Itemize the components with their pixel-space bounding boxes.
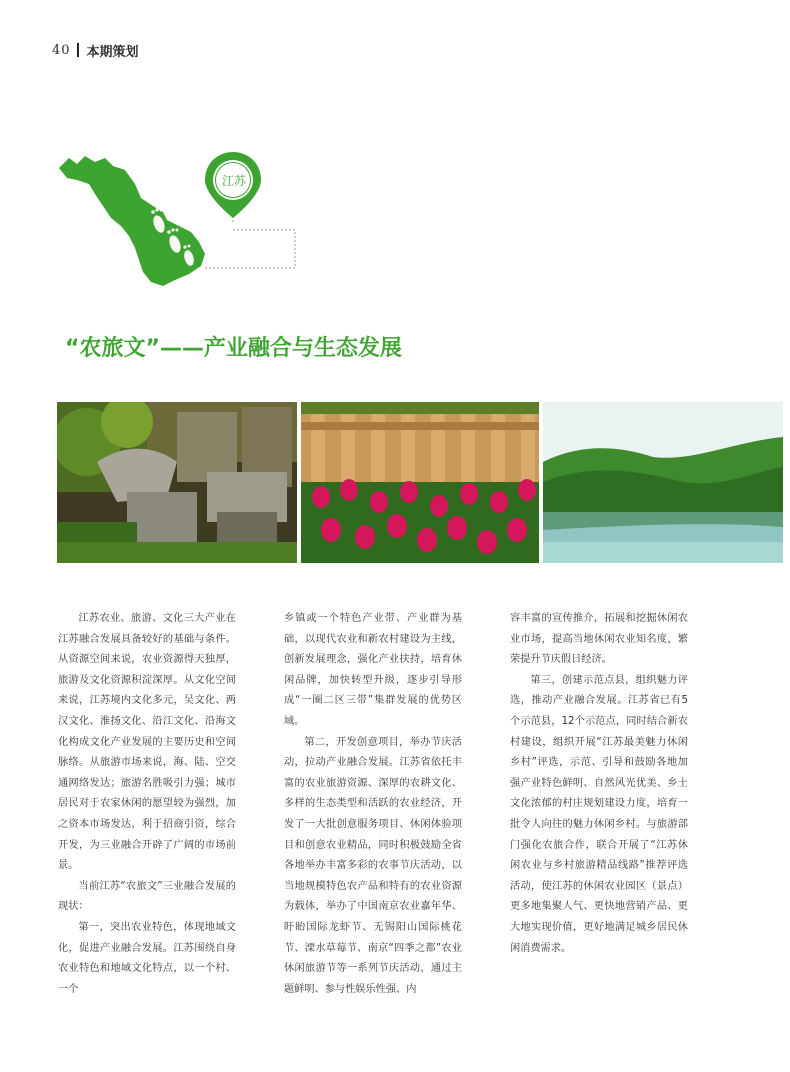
text-column-3 (510, 609, 688, 959)
photo-strip (57, 402, 783, 563)
page-header (52, 40, 139, 60)
jiangsu-map-illustration (55, 150, 315, 290)
paragraph: 乡镇或一个特色产业带、产业群为基础，以现代农业和新农村建设为主线，创新发展理念，强化产业扶持，培育休闲品牌，加快转型升级，逐步引导形成“一圈二区三带”集群发展的优势区域。 (284, 613, 462, 727)
section-label: 本期策划 (86, 44, 139, 60)
article-title: “农旅文”——产业融合与生态发展 (65, 336, 402, 361)
paragraph: 容丰富的宣传推介，拓展和挖掘休闲农业市场，提高当地休闲农业知名度，繁荣提升节庆假日经济。 (510, 613, 688, 666)
paragraph: 第二，开发创意项目，举办节庆活动，拉动产业融合发展。江苏省依托丰富的农业旅游资源、深厚的农耕文化、多样的生态类型和活跃的农业经济，开发了一大批创意服务项目、休闲体验项目和创意农业精品，同时积极鼓励全省各地举办丰富多彩的农事节庆活动，以当地规模特色农产品和特有的农业资源为载体，举办了中国南京农业嘉年华、盱眙国际龙虾节、无锡阳山国际桃花节、溧水草莓节、南京“四季之都”农业休闲旅游节等一系列节庆活动，通过主题鲜明、参与性娱乐性强、内 (284, 736, 462, 995)
paragraph: 第三，创建示范点县，组织魅力评选，推动产业融合发展。江苏省已有5个示范县，12个示范点，同时结合新农村建设，组织开展“江苏最美魅力休闲乡村”评选，示范、引导和鼓励各地加强产业特色鲜明、自然风光优美、乡土文化浓郁的村庄规划建设力度，培育一批令人向往的魅力休闲乡村。与旅游部门强化农旅合作，联合开展了“江苏休闲农业与乡村旅游精品线路”推荐评选活动，使江苏的休闲农业园区（景点）更多地集聚人气、更快地营销产品、更大地实现价值，更好地满足城乡居民休闲消费需求。 (510, 674, 688, 954)
text-column-1 (58, 609, 236, 1000)
paragraph: 第一，突出农业特色，体现地域文化，促进产业融合发展。江苏围绕自身农业特色和地域文化特点，以一个村、一个 (58, 921, 236, 995)
stone-carvings-photo (57, 402, 297, 563)
map-pin-label: 江苏 (221, 174, 246, 188)
paragraph: 江苏农业、旅游、文化三大产业在江苏融合发展具备较好的基础与条件。从资源空间来说，农业资源得天独厚，旅游及文化资源积淀深厚。从文化空间来说，江苏境内文化多元，吴文化、两汉文化、淮扬文化、沿江文化、沿海文化构成文化产业发展的主要历史和空间脉络。从旅游市场来说，海、陆、空交通网络发达；旅游名胜吸引力强；城市居民对于农家休闲的愿望较为强烈，加之资本市场发达，利于招商引资，综合开发，为三业融合开辟了广阔的市场前景。 (58, 613, 236, 872)
lake-landscape-photo (543, 402, 783, 563)
paragraph: 当前江苏“农旅文”三业融合发展的现状： (58, 880, 236, 913)
text-column-2 (284, 609, 462, 1000)
jiangsu-map-icon (55, 150, 315, 290)
header-divider (77, 43, 79, 57)
tulip-garden-photo (301, 402, 539, 563)
page-number: 40 (52, 42, 71, 58)
